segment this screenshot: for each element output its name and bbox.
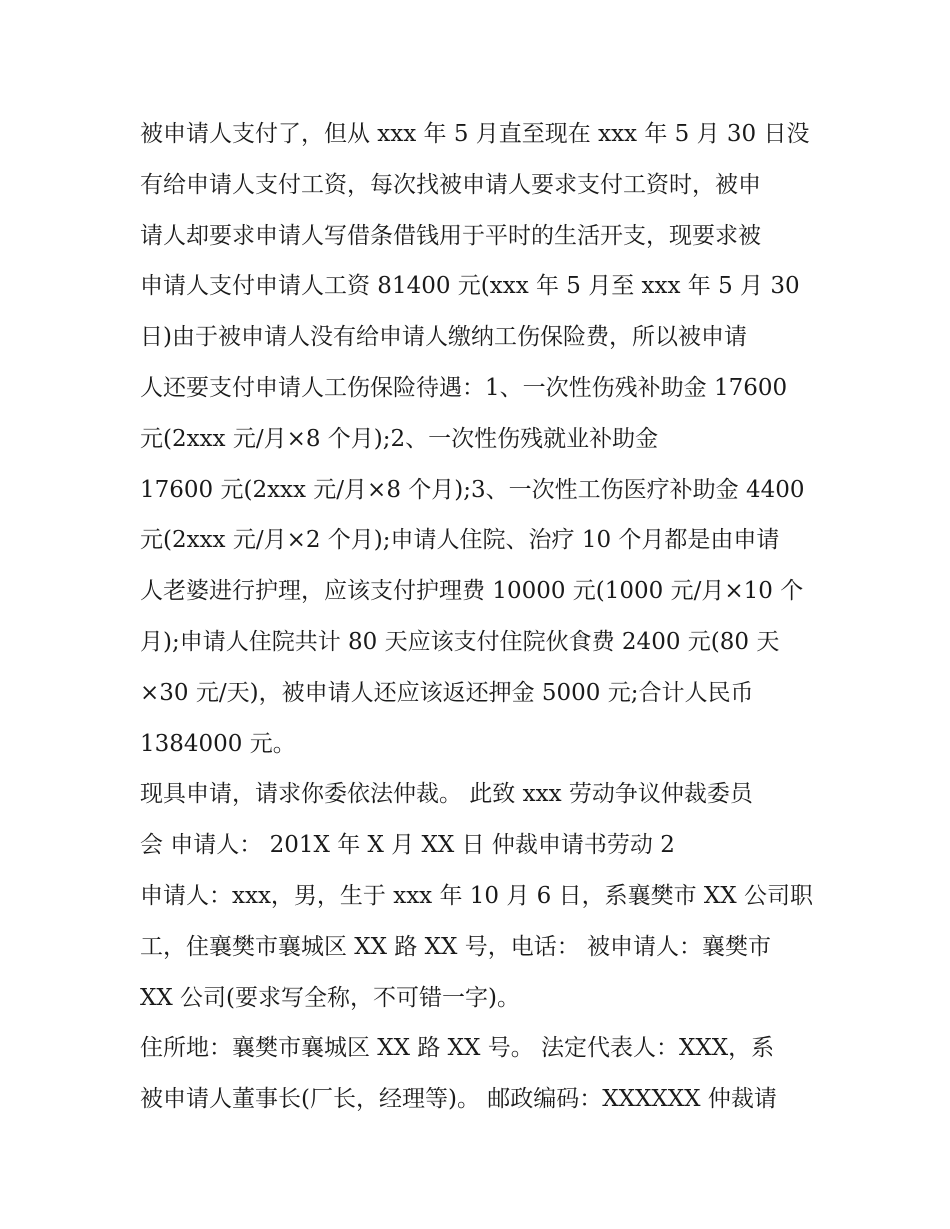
text-line: 请人却要求申请人写借条借钱用于平时的生活开支，现要求被	[140, 222, 761, 249]
text-line: 人老婆进行护理，应该支付护理费 10000 元(1000 元/月×10 个	[140, 578, 804, 605]
text-line: 1384000 元。	[140, 730, 296, 757]
text-line: 住所地：襄樊市襄城区 XX 路 XX 号。 法定代表人：XXX，系	[140, 1035, 775, 1062]
text-line: XX 公司(要求写全称，不可错一字)。	[140, 984, 521, 1011]
text-line: 被申请人支付了，但从 xxx 年 5 月直至现在 xxx 年 5 月 30 日没	[140, 121, 810, 147]
text-line: 申请人支付申请人工资 81400 元(xxx 年 5 月至 xxx 年 5 月 30	[140, 273, 800, 300]
text-line: ×30 元/天)，被申请人还应该返还押金 5000 元;合计人民币	[140, 679, 754, 706]
text-line: 月);申请人住院共计 80 天应该支付住院伙食费 2400 元(80 天	[140, 628, 780, 655]
text-line: 工，住襄樊市襄城区 XX 路 XX 号，电话： 被申请人：襄樊市	[140, 933, 772, 960]
text-line: 日)由于被申请人没有给申请人缴纳工伤保险费，所以被申请	[140, 324, 747, 351]
text-line: 17600 元(2xxx 元/月×8 个月);3、一次性工伤医疗补助金 4400	[140, 476, 805, 503]
text-line: 人还要支付申请人工伤保险待遇：1、一次性伤残补助金 17600	[140, 374, 788, 401]
text-line: 被申请人董事长(厂长，经理等)。 邮政编码：XXXXXX 仲裁请	[140, 1086, 777, 1113]
text-line: 现具申请，请求你委依法仲裁。 此致 xxx 劳动争议仲裁委员	[140, 781, 753, 808]
text-line: 元(2xxx 元/月×8 个月);2、一次性伤残就业补助金	[140, 425, 659, 452]
text-line: 元(2xxx 元/月×2 个月);申请人住院、治疗 10 个月都是由申请	[140, 527, 780, 554]
text-line: 有给申请人支付工资，每次找被申请人要求支付工资时，被申	[140, 171, 761, 198]
text-line: 会 申请人： 201X 年 X 月 XX 日 仲裁申请书劳动 2	[140, 832, 675, 859]
document-body	[140, 109, 820, 1125]
text-line: 申请人：xxx，男，生于 xxx 年 10 月 6 日，系襄樊市 XX 公司职	[140, 882, 813, 909]
